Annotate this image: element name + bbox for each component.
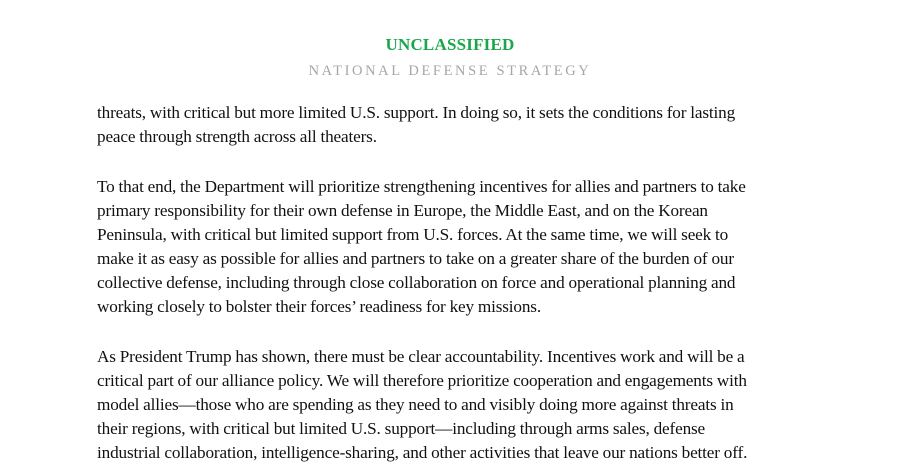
paragraph-1 (97, 101, 807, 149)
text-line: critical part of our alliance policy. We will therefore prioritize cooperation and engagements with (97, 371, 747, 390)
document-title: NATIONAL DEFENSE STRATEGY (308, 63, 592, 79)
classification-marking: UNCLASSIFIED (385, 35, 515, 54)
text-line: industrial collaboration, intelligence-sharing, and other activities that leave our nations better off. (97, 443, 748, 462)
text-line: working closely to bolster their forces’ readiness for key missions. (97, 297, 541, 316)
text-line: make it as easy as possible for allies and partners to take on a greater share of the burden of our (97, 249, 734, 268)
text-line: As President Trump has shown, there must be clear accountability. Incentives work and will be a (97, 347, 745, 366)
text-line: collective defense, including through close collaboration on force and operational planning and (97, 273, 736, 292)
text-line: peace through strength across all theaters. (97, 127, 377, 146)
text-line: their regions, with critical but limited U.S. support—including through arms sales, defense (97, 419, 706, 438)
text-line: Peninsula, with critical but limited support from U.S. forces. At the same time, we will seek to (97, 225, 729, 244)
paragraph-3 (97, 345, 807, 465)
document-body (97, 101, 807, 475)
text-line: To that end, the Department will prioritize strengthening incentives for allies and partners to take (97, 177, 746, 196)
text-line: primary responsibility for their own defense in Europe, the Middle East, and on the Korean (97, 201, 708, 220)
text-line: threats, with critical but more limited U.S. support. In doing so, it sets the conditions for lasting (97, 103, 736, 122)
text-line: model allies—those who are spending as they need to and visibly doing more against threats in (97, 395, 734, 414)
paragraph-2 (97, 175, 807, 319)
